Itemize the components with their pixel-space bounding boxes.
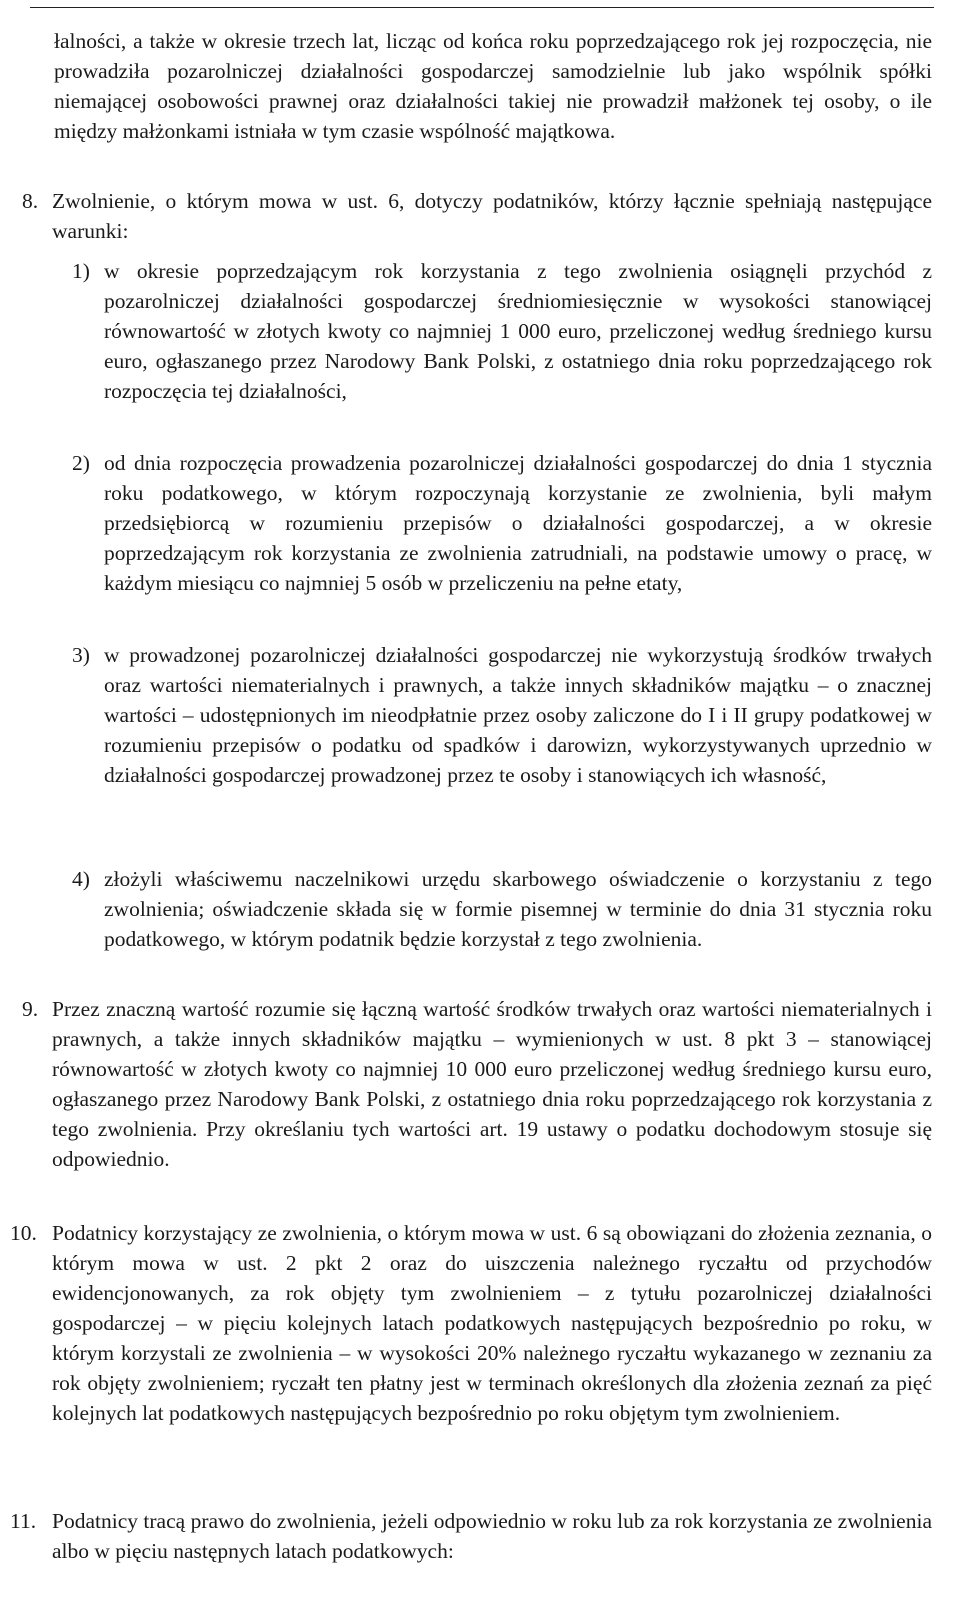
list-item-number: 4) — [72, 867, 90, 891]
paragraph-text: Zwolnienie, o którym mowa w ust. 6, dotyczy podatników, którzy łącznie spełniają następujące warunki: — [52, 189, 932, 243]
list-item-text: od dnia rozpoczęcia prowadzenia pozarolniczej działalności gospodarczej do dnia 1 stycznia roku podatkowego, w którym rozpoczynają korzystanie ze zwolnienia, byli małym przedsiębiorcą w rozumieniu przepisów o działalności gospodarczej, a w okresie poprzedzającym rok korzystania ze zwolnienia zatrudniali, na podstawie umowy o pracę, w każdym miesiącu co najmniej 5 osób w przeliczeniu na pełne etaty, — [104, 451, 932, 595]
list-item-number: 1) — [72, 259, 90, 283]
paragraph-number: 9. — [22, 997, 39, 1021]
list-item-text: w okresie poprzedzającym rok korzystania z tego zwolnienia osiągnęli przychód z pozarolniczej działalności gospodarczej średniomiesięcznie w wysokości stanowiącej równowartość w złotych kwoty co najmniej 1 000 euro, przeliczonej według średniego kursu euro, ogłaszanego przez Narodowy Bank Polski, z ostatniego dnia roku poprzedzającego rok rozpoczęcia tej działalności, — [104, 259, 932, 403]
paragraph-number: 8. — [22, 189, 39, 213]
list-item-text: złożyli właściwemu naczelnikowi urzędu skarbowego oświadczenie o korzystaniu z tego zwolnienia; oświadczenie składa się w formie pisemnej w terminie do dnia 31 stycznia roku podatkowego, w którym podatnik będzie korzystał z tego zwolnienia. — [104, 867, 932, 951]
list-item-text: w prowadzonej pozarolniczej działalności gospodarczej nie wykorzystują środków trwałych oraz wartości niematerialnych i prawnych, a także innych składników majątku – o znacznej wartości – udostępnionych im nieodpłatnie przez osoby zaliczone do I i II grupy podatkowej w rozumieniu przepisów o podatku od spadków i darowizn, wykorzystywanych uprzednio w działalności gospodarczej prowadzonej przez te osoby i stanowiących ich własność, — [104, 643, 932, 787]
continued-paragraph: łalności, a także w okresie trzech lat, licząc od końca roku poprzedzającego rok jej rozpoczęcia, nie prowadziła pozarolniczej działalności gospodarczej samodzielnie lub jako wspólnik spółki niemającej osobowości prawnej oraz działalności takiej nie prowadził małżonek tej osoby, o ile między małżonkami istniała w tym czasie wspólność majątkowa. — [54, 29, 932, 143]
list-item-number: 3) — [72, 643, 90, 667]
paragraph-number: 11. — [10, 1509, 37, 1533]
list-item-number: 2) — [72, 451, 90, 475]
paragraph-text: Podatnicy korzystający ze zwolnienia, o którym mowa w ust. 6 są obowiązani do złożenia zeznania, o którym mowa w ust. 2 pkt 2 oraz do uiszczenia należnego ryczałtu od przychodów ewidencjonowanych, za rok objęty tym zwolnieniem – z tytułu pozarolniczej działalności gospodarczej – w pięciu kolejnych latach podatkowych następujących bezpośrednio po roku, w którym korzystali ze zwolnienia – w wysokości 20% należnego ryczałtu wykazanego w zeznaniu za rok objęty zwolnieniem; ryczałt ten płatny jest w terminach określonych dla złożenia zeznań za pięć kolejnych lat podatkowych następujących bezpośrednio po roku objętym tym zwolnieniem. — [52, 1221, 932, 1425]
paragraph-text: Przez znaczną wartość rozumie się łączną wartość środków trwałych oraz wartości niematerialnych i prawnych, a także innych składników majątku – wymienionych w ust. 8 pkt 3 – stanowiącej równowartość w złotych kwoty co najmniej 10 000 euro przeliczonej według średniego kursu euro, ogłaszanego przez Narodowy Bank Polski, z ostatniego dnia roku poprzedzającego rok korzystania z tego zwolnienia. Przy określaniu tych wartości art. 19 ustawy o podatku dochodowym stosuje się odpowiednio. — [52, 997, 932, 1171]
paragraph-text: Podatnicy tracą prawo do zwolnienia, jeżeli odpowiednio w roku lub za rok korzystania ze zwolnienia albo w pięciu następnych latach podatkowych: — [52, 1509, 932, 1563]
paragraph-number: 10. — [10, 1221, 37, 1245]
top-rule — [30, 7, 934, 8]
